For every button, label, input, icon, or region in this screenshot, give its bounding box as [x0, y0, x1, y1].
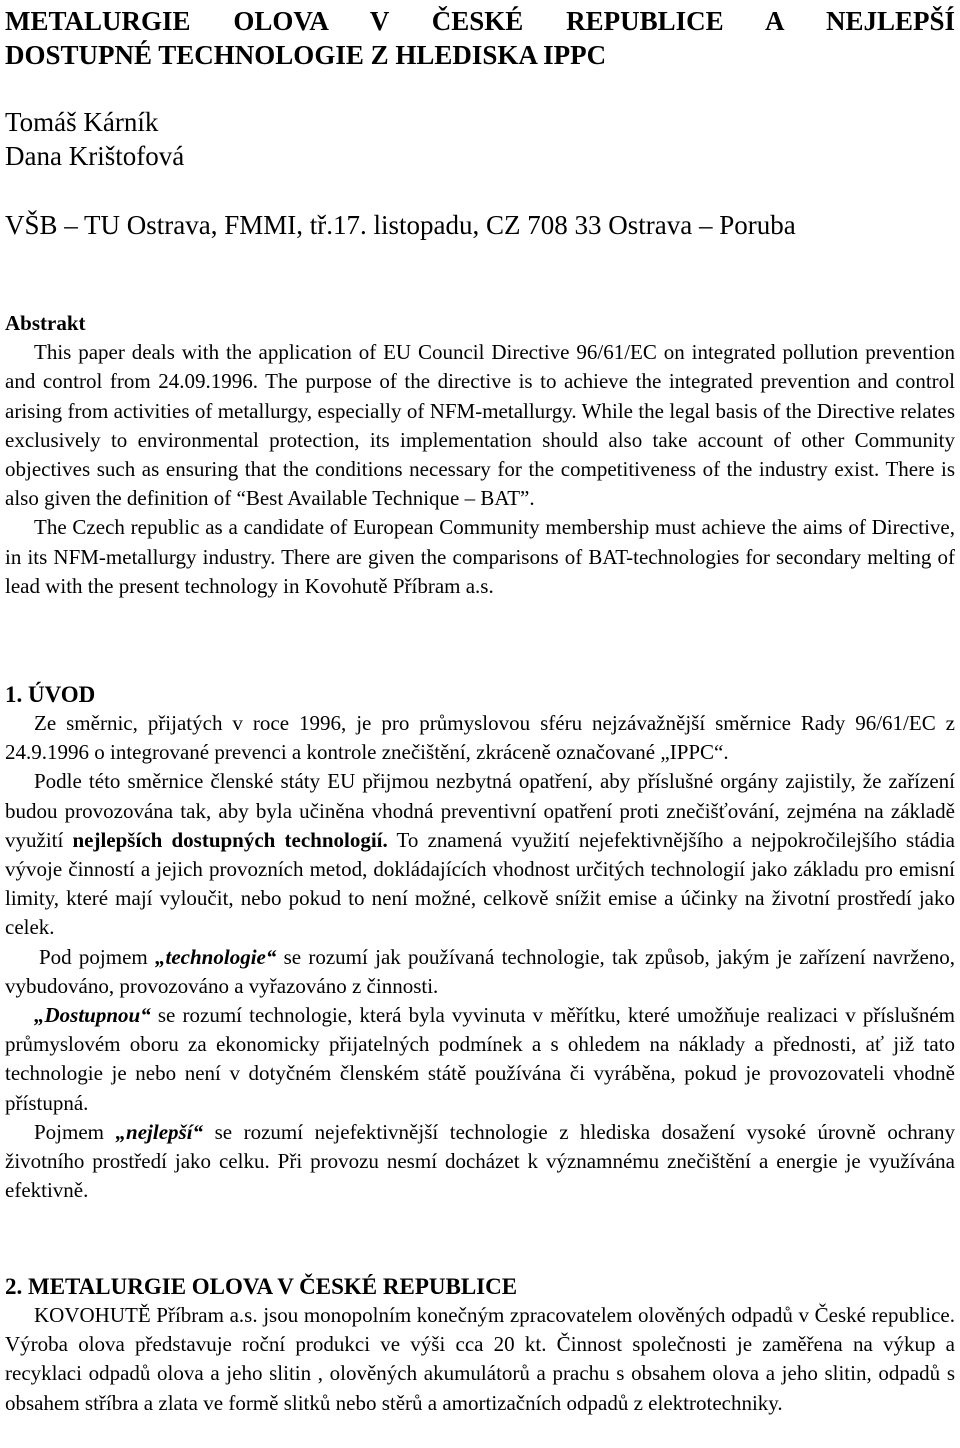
p4-text-b: se rozumí technologie, která byla vyvinuta v měřítku, které umožňuje realizaci v příslušném průmyslovém oboru za ekonomicky přijatelných podmínek a s ohledem na náklady a přednosti, ať již tato technologie je nebo není v dotyčném členském státě používána či vyráběna, pokud je provozovateli vhodně přístupná.	[5, 1003, 956, 1115]
author-2: Dana Krištofová	[5, 141, 185, 171]
section-1-paragraph-3	[5, 943, 955, 1001]
p3-text-b: se rozumí jak používaná technologie, tak způsob, jakým je zařízení navrženo, vybudováno, provozováno a vyřazováno z činnosti.	[5, 944, 956, 998]
p2-bold-term: nejlepších dostupných technologií.	[72, 827, 388, 852]
section-1-paragraph-4	[5, 1001, 955, 1118]
paper-title	[5, 4, 955, 72]
section-2-body	[5, 1301, 955, 1418]
affiliation: VŠB – TU Ostrava, FMMI, tř.17. listopadu, CZ 708 33 Ostrava – Poruba	[5, 210, 796, 240]
abstract	[5, 309, 955, 601]
p5-text-b: se rozumí nejefektivnější technologie z hlediska dosažení vysoké úrovně ochrany životního prostředí jako celku. Při provozu nesmí docházet k významnému znečištění a energie je využívána efektivně.	[5, 1119, 956, 1203]
section-1-heading: 1. ÚVOD	[5, 682, 96, 707]
section-1-paragraph-5	[5, 1118, 955, 1206]
section-1-paragraph-2	[5, 767, 955, 942]
p3-text-a: Pod pojmem	[39, 944, 148, 969]
p2-text-a: Podle této směrnice členské státy EU přijmou nezbytná opatření, aby příslušné orgány zajistily, že zařízení budou provozována tak, aby byla učiněna vhodná preventivní opatření proti znečišťování, zejména na základě využití	[5, 769, 955, 852]
title-line-2: DOSTUPNÉ TECHNOLOGIE Z HLEDISKA IPPC	[5, 40, 607, 70]
p3-term: „technologie“	[155, 944, 277, 969]
p5-text-a: Pojmem	[34, 1119, 105, 1144]
p2-text-b: To znamená využití nejefektivnějšího a nejpokročilejšího stádia vývoje činností a jejich provozních metod, dokládajících vhodnost určitých technologií jako základu pro emisní limity, které mají vyloučit, nebo pokud to není možné, celkově snížit emise a účinky na životní prostředí jako celek.	[5, 827, 956, 940]
section-1-paragraph-1: Ze směrnic, přijatých v roce 1996, je pro průmyslovou sféru nejzávažnější směrnice Rady 96/61/EC z 24.9.1996 o integrované prevenci a kontrole znečištění, zkráceně označované „IPPC“.	[5, 711, 955, 765]
section-1-body	[5, 709, 955, 1205]
abstract-paragraph-2: The Czech republic as a candidate of European Community membership must achieve the aims of Directive, in its NFM-metallurgy industry. There are given the comparisons of BAT-technologies for secondary melting of lead with the present technology in Kovohutě Příbram a.s.	[5, 515, 955, 598]
p4-term: „Dostupnou“	[34, 1003, 151, 1028]
author-1: Tomáš Kárník	[5, 107, 159, 137]
abstract-paragraph-1: This paper deals with the application of EU Council Directive 96/61/EC on integrated pollution prevention and control from 24.09.1996. The purpose of the directive is to achieve the integrated prevention and control arising from activities of metallurgy, especially of NFM-metallurgy. While the legal basis of the Directive relates exclusively to environmental protection, its implementation should also take account of other Community objectives such as ensuring that the conditions necessary for the competitiveness of the industry exist. There is also given the definition of “Best Available Technique – BAT”.	[5, 340, 955, 511]
section-2-paragraph-1: KOVOHUTĚ Příbram a.s. jsou monopolním konečným zpracovatelem olověných odpadů v České republice. Výroba olova představuje roční produkci ve výši cca 20 kt. Činnost společnosti je zaměřena na výkup a recyklaci odpadů olova a jeho slitin , olověných akumulátorů a prachu s obsahem olova a jeho slitin, odpadů s obsahem stříbra a zlata ve formě slitků nebo stěrů a amortizačních odpadů z elektrotechniky.	[5, 1303, 955, 1415]
p5-term: „nejlepší“	[115, 1119, 204, 1144]
abstract-heading: Abstrakt	[5, 311, 86, 335]
title-line-1: METALURGIE OLOVA V ČESKÉ REPUBLICE A NEJLEPŠÍ	[5, 6, 955, 36]
section-2-heading: 2. METALURGIE OLOVA V ČESKÉ REPUBLICE	[5, 1274, 518, 1299]
